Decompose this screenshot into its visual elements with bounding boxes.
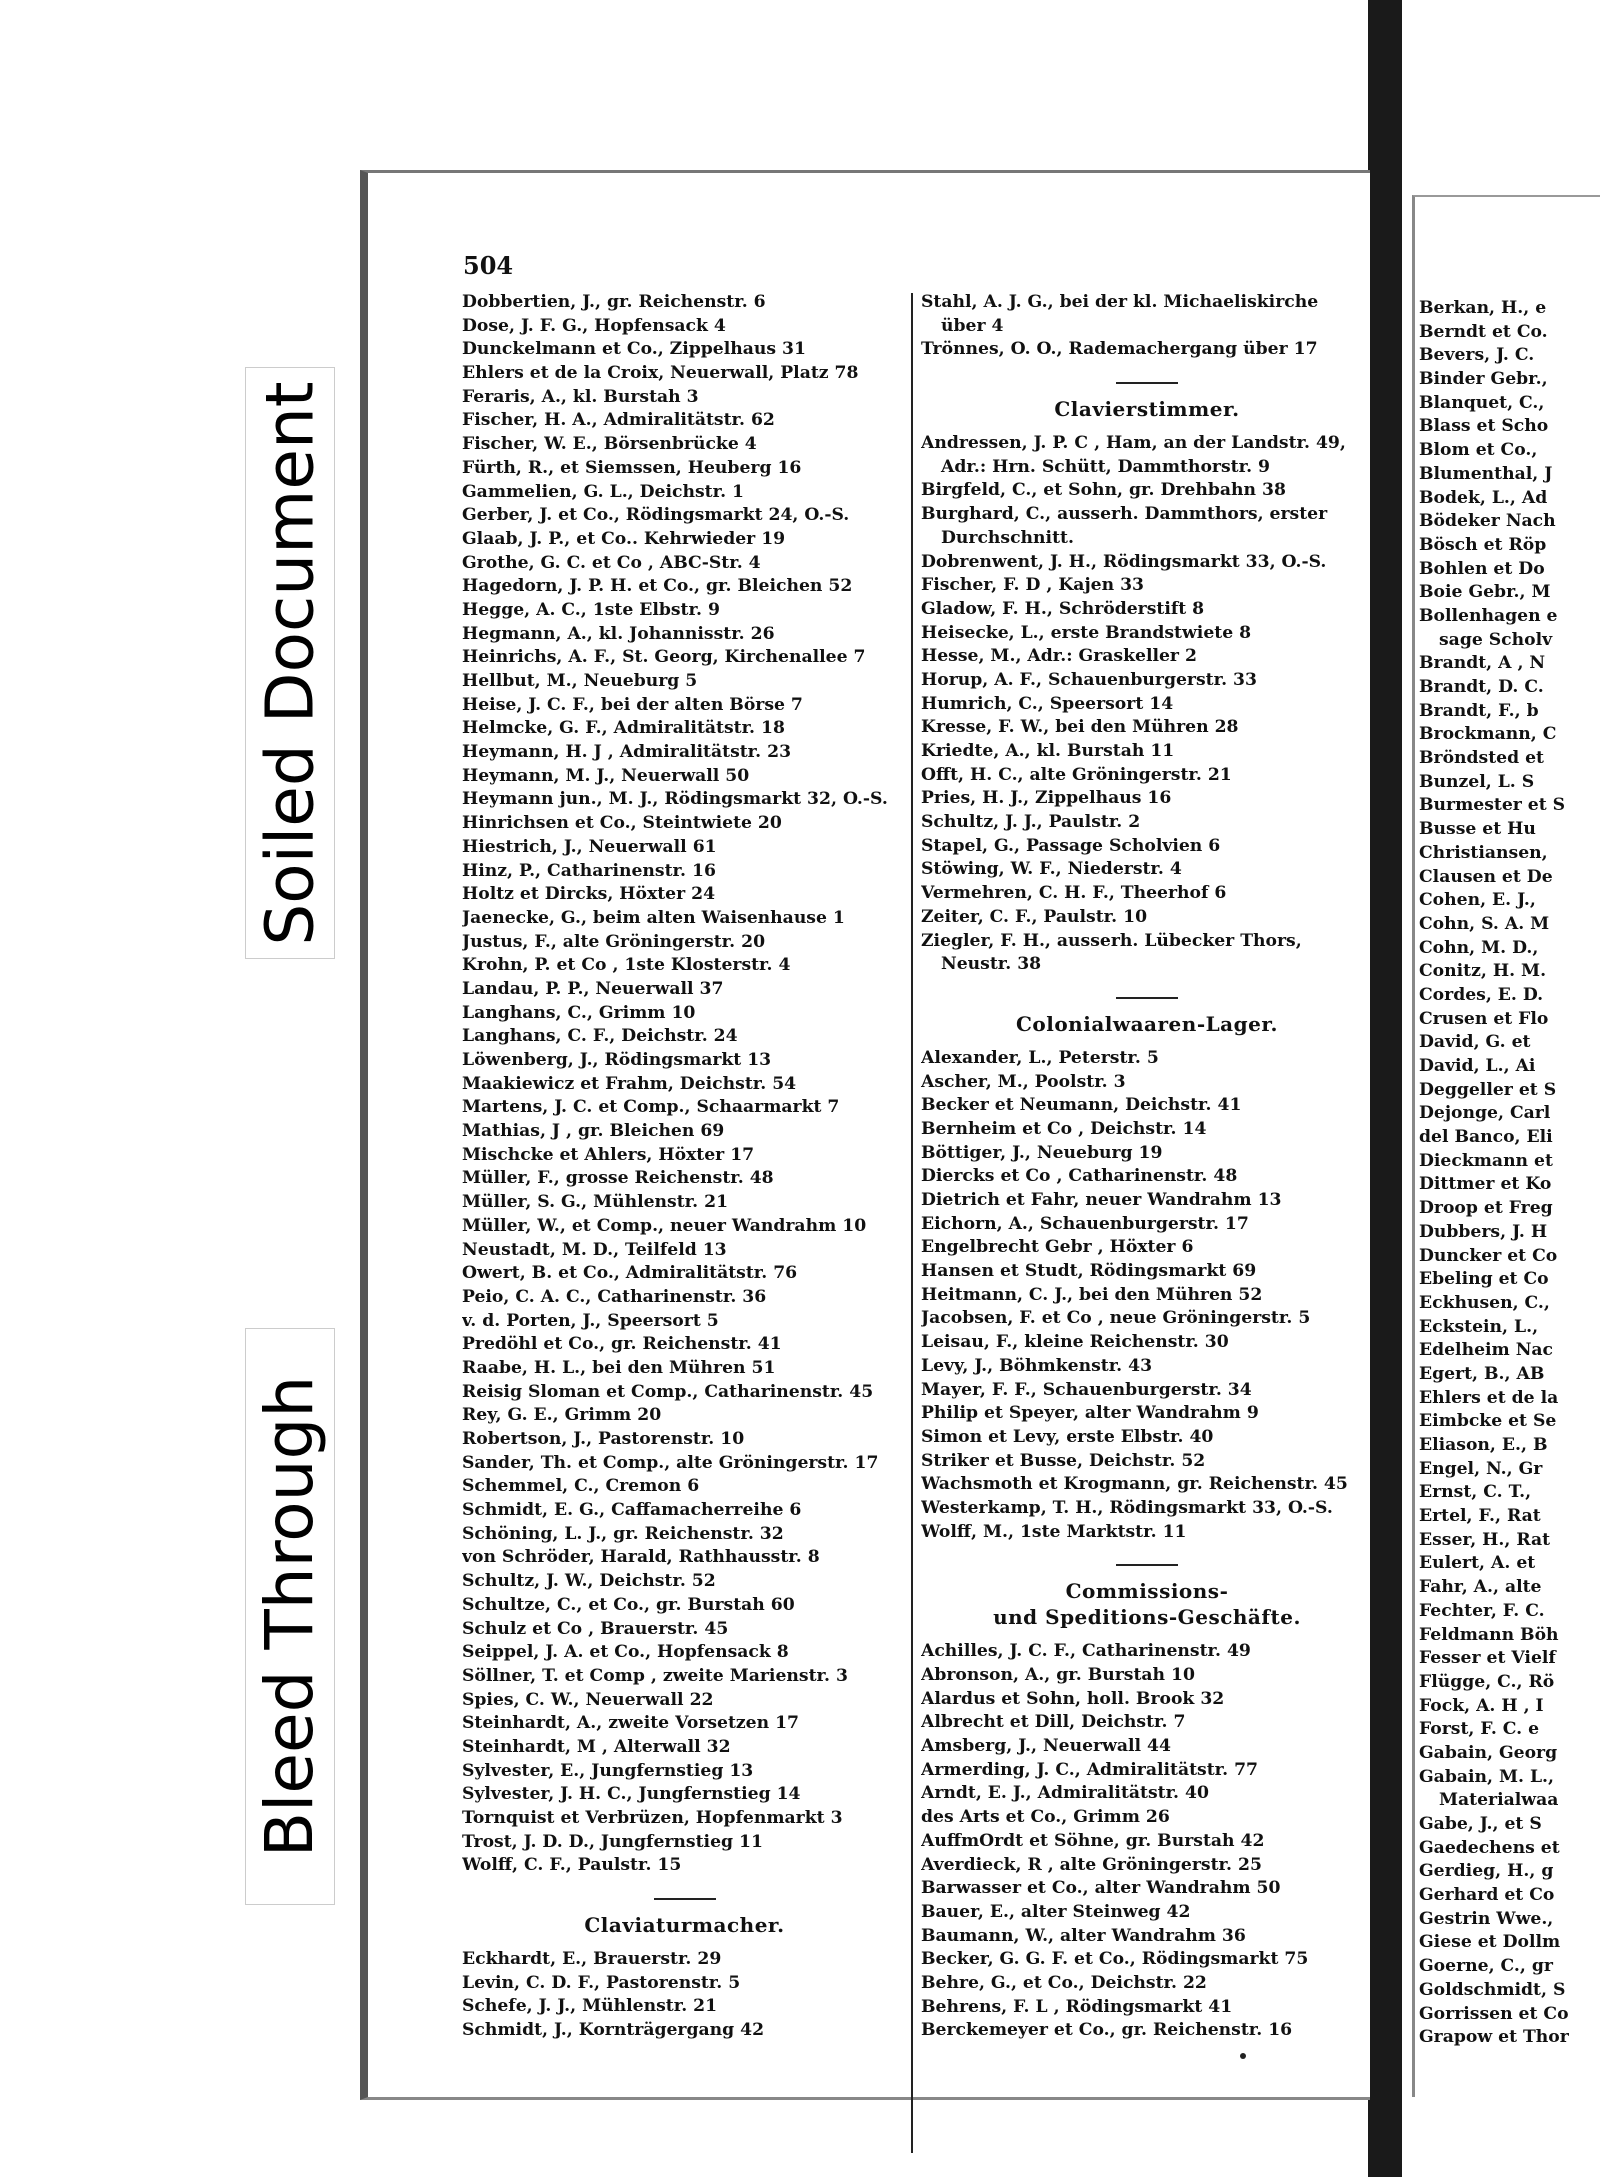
directory-entry: Gaedechens et: [1419, 1837, 1560, 1858]
directory-entry: Deggeller et S: [1419, 1079, 1557, 1100]
directory-entry: Westerkamp, T. H., Rödingsmarkt 33, O.-S.: [921, 1497, 1333, 1518]
directory-entry: Fahr, A., alte: [1419, 1577, 1542, 1598]
directory-entry: Brockmann, C: [1419, 724, 1557, 745]
directory-entry: Stahl, A. J. G., bei der kl. Michaeliskirche: [921, 292, 1319, 312]
directory-entry: Duncker et Co: [1419, 1245, 1558, 1266]
right-entry-list: [1419, 297, 1569, 2050]
directory-entry: über 4: [941, 315, 1004, 336]
directory-entry: Fischer, H. A., Admiralitätstr. 62: [462, 410, 775, 431]
directory-entry: Gerber, J. et Co., Rödingsmarkt 24, O.-S.: [462, 505, 850, 526]
directory-entry: sage Scholv: [1439, 629, 1553, 650]
directory-entry: Sylvester, E., Jungfernstieg 13: [462, 1760, 754, 1781]
directory-entry: Justus, F., alte Gröningerstr. 20: [462, 931, 766, 952]
section-rule: [1116, 382, 1178, 384]
directory-entry: Mathias, J , gr. Bleichen 69: [462, 1121, 725, 1142]
directory-entry: Durchschnitt.: [941, 527, 1074, 548]
directory-entry: Jacobsen, F. et Co , neue Gröningerstr. 5: [921, 1308, 1311, 1329]
directory-entry: Christiansen,: [1419, 842, 1548, 863]
section-heading-colonialwaaren: Colonialwaaren-Lager.: [1015, 1011, 1279, 1036]
directory-entry: Berndt et Co.: [1419, 321, 1548, 342]
column-divider: [911, 293, 913, 2153]
directory-entry: Dejonge, Carl: [1419, 1103, 1551, 1124]
directory-entry: Bösch et Röp: [1419, 534, 1547, 555]
directory-entry: Philip et Speyer, alter Wandrahm 9: [921, 1403, 1259, 1424]
directory-entry: Hegge, A. C., 1ste Elbstr. 9: [462, 599, 720, 620]
directory-entry: Eulert, A. et: [1419, 1553, 1536, 1574]
directory-entry: Heymann jun., M. J., Rödingsmarkt 32, O.-S.: [462, 789, 888, 810]
directory-entry: Predöhl et Co., gr. Reichenstr. 41: [462, 1334, 782, 1355]
directory-entry: Behre, G., et Co., Deichstr. 22: [921, 1972, 1207, 1993]
directory-entry: Horup, A. F., Schauenburgerstr. 33: [921, 669, 1257, 690]
directory-entry: Levin, C. D. F., Pastorenstr. 5: [462, 1972, 741, 1993]
directory-entry: Ascher, M., Poolstr. 3: [921, 1071, 1126, 1092]
directory-entry: Bollenhagen e: [1419, 605, 1558, 626]
directory-entry: Cohn, S. A. M: [1419, 913, 1550, 934]
section-rule: [654, 1898, 716, 1900]
directory-entry: Ertel, F., Rat: [1419, 1506, 1541, 1527]
directory-entry: Hegmann, A., kl. Johannisstr. 26: [462, 623, 775, 644]
directory-entry: Pries, H. J., Zippelhaus 16: [921, 788, 1172, 809]
commissions-list: [921, 1640, 1373, 2043]
directory-entry: Löwenberg, J., Rödingsmarkt 13: [462, 1050, 772, 1070]
directory-entry: Mischcke et Ahlers, Höxter 17: [462, 1144, 755, 1165]
directory-entry: Binder Gebr.,: [1419, 369, 1548, 390]
directory-entry: Hesse, M., Adr.: Graskeller 2: [921, 646, 1197, 667]
directory-entry: Bunzel, L. S: [1419, 771, 1535, 792]
directory-entry: Abronson, A., gr. Burstah 10: [921, 1665, 1195, 1685]
directory-entry: Fischer, F. D , Kajen 33: [921, 575, 1144, 596]
directory-entry: Brandt, A , N: [1419, 653, 1546, 674]
directory-entry: Baumann, W., alter Wandrahm 36: [921, 1925, 1246, 1946]
directory-entry: Burmester et S: [1419, 795, 1566, 816]
directory-entry: Krohn, P. et Co , 1ste Klosterstr. 4: [462, 955, 791, 976]
directory-entry: Giese et Dollm: [1419, 1932, 1561, 1953]
directory-entry: Bröndsted et: [1419, 748, 1544, 769]
directory-entry: Bohlen et Do: [1419, 558, 1545, 579]
directory-entry: Adr.: Hrn. Schütt, Dammthorstr. 9: [941, 456, 1271, 477]
directory-entry: Schöning, L. J., gr. Reichenstr. 32: [462, 1523, 784, 1544]
directory-entry: Hagedorn, J. P. H. et Co., gr. Bleichen 52: [462, 576, 853, 597]
directory-entry: Leisau, F., kleine Reichenstr. 30: [921, 1332, 1229, 1353]
directory-entry: Böttiger, J., Neueburg 19: [921, 1142, 1163, 1163]
directory-entry: Heinrichs, A. F., St. Georg, Kirchenallee 7: [462, 647, 866, 668]
directory-entry: Steinhardt, A., zweite Vorsetzen 17: [462, 1713, 800, 1734]
directory-entry: Dobbertien, J., gr. Reichenstr. 6: [462, 292, 766, 312]
directory-entry: Andressen, J. P. C , Ham, an der Landstr. 49,: [921, 433, 1346, 454]
directory-entry: Busse et Hu: [1419, 819, 1536, 840]
middle-column: [921, 291, 1373, 2043]
directory-entry: Eckhusen, C.,: [1419, 1292, 1550, 1313]
directory-entry: Schultze, C., et Co., gr. Burstah 60: [462, 1594, 795, 1615]
bleed-through-label-text: Bleed Through: [251, 1375, 329, 1858]
directory-entry: Landau, P. P., Neuerwall 37: [462, 978, 724, 999]
directory-entry: Bödeker Nach: [1419, 511, 1556, 532]
directory-entry: Goldschmidt, S: [1419, 1979, 1566, 2000]
directory-entry: Dieckmann et: [1419, 1150, 1553, 1171]
soiled-document-label: [245, 367, 335, 959]
directory-entry: Heitmann, C. J., bei den Mühren 52: [921, 1284, 1263, 1305]
directory-entry: Birgfeld, C., et Sohn, gr. Drehbahn 38: [921, 480, 1286, 501]
directory-entry: Wachsmoth et Krogmann, gr. Reichenstr. 45: [921, 1474, 1348, 1495]
directory-entry: Blass et Scho: [1419, 416, 1549, 437]
directory-entry: Fürth, R., et Siemssen, Heuberg 16: [462, 457, 802, 478]
directory-entry: Bodek, L., Ad: [1419, 487, 1548, 508]
directory-entry: Fechter, F. C.: [1419, 1600, 1545, 1621]
directory-entry: Feldmann Böh: [1419, 1624, 1559, 1645]
directory-entry: Arndt, E. J., Admiralitätstr. 40: [921, 1783, 1209, 1804]
directory-entry: del Banco, Eli: [1419, 1127, 1553, 1148]
directory-entry: Holtz et Dircks, Höxter 24: [462, 884, 716, 905]
directory-entry: Sylvester, J. H. C., Jungfernstieg 14: [462, 1784, 801, 1805]
directory-entry: David, G. et: [1419, 1032, 1531, 1053]
directory-entry: Jaenecke, G., beim alten Waisenhause 1: [462, 907, 845, 928]
directory-entry: Flügge, C., Rö: [1419, 1671, 1555, 1692]
directory-entry: Schulz et Co , Brauerstr. 45: [462, 1618, 729, 1639]
directory-entry: Amsberg, J., Neuerwall 44: [921, 1736, 1171, 1757]
directory-entry: Müller, F., grosse Reichenstr. 48: [462, 1168, 774, 1189]
directory-entry: Striker et Busse, Deichstr. 52: [921, 1450, 1206, 1471]
directory-entry: Martens, J. C. et Comp., Schaarmarkt 7: [462, 1097, 840, 1118]
directory-entry: Eckhardt, E., Brauerstr. 29: [462, 1949, 722, 1970]
directory-entry: Barwasser et Co., alter Wandrahm 50: [921, 1878, 1281, 1899]
directory-entry: Blanquet, C.,: [1419, 392, 1545, 413]
directory-entry: Fock, A. H , I: [1419, 1695, 1544, 1716]
section-heading-speditions: und Speditions-Geschäfte.: [993, 1605, 1301, 1630]
directory-entry: Heymann, H. J , Admiralitätstr. 23: [462, 742, 792, 763]
directory-entry: Conitz, H. M.: [1419, 961, 1547, 982]
directory-entry: Gabain, Georg: [1419, 1742, 1558, 1763]
directory-entry: Burghard, C., ausserh. Dammthors, erster: [921, 504, 1328, 525]
directory-entry: Schmidt, J., Kornträgergang 42: [462, 2020, 765, 2041]
directory-entry: Ernst, C. T.,: [1419, 1482, 1532, 1503]
directory-entry: Dittmer et Ko: [1419, 1174, 1552, 1195]
directory-entry: Bauer, E., alter Steinweg 42: [921, 1901, 1191, 1922]
directory-entry: Gestrin Wwe.,: [1419, 1908, 1554, 1929]
directory-entry: Ehlers et de la Croix, Neuerwall, Platz 78: [462, 363, 859, 384]
directory-entry: von Schröder, Harald, Rathhausstr. 8: [462, 1547, 820, 1568]
directory-entry: Müller, S. G., Mühlenstr. 21: [462, 1192, 729, 1213]
directory-entry: Gabain, M. L.,: [1419, 1766, 1555, 1787]
directory-entry: Brandt, F., b: [1419, 700, 1539, 721]
left-page: [360, 170, 1370, 2100]
directory-entry: Reisig Sloman et Comp., Catharinenstr. 45: [462, 1381, 874, 1402]
directory-entry: Raabe, H. L., bei den Mühren 51: [462, 1357, 776, 1378]
directory-entry: Schultz, J. J., Paulstr. 2: [921, 812, 1141, 833]
directory-entry: Becker et Neumann, Deichstr. 41: [921, 1095, 1242, 1116]
directory-entry: Gerhard et Co: [1419, 1885, 1555, 1906]
directory-entry: Goerne, C., gr: [1419, 1956, 1553, 1977]
directory-entry: Heisecke, L., erste Brandstwiete 8: [921, 622, 1252, 643]
directory-entry: Ebeling et Co: [1419, 1269, 1549, 1290]
directory-entry: Seippel, J. A. et Co., Hopfensack 8: [462, 1642, 789, 1663]
directory-entry: Owert, B. et Co., Admiralitätstr. 76: [462, 1263, 798, 1284]
bleed-through-label: [245, 1328, 335, 1905]
directory-entry: Brandt, D. C.: [1419, 677, 1544, 697]
directory-entry: Berckemeyer et Co., gr. Reichenstr. 16: [921, 2020, 1293, 2041]
directory-entry: Eimbcke et Se: [1419, 1411, 1557, 1432]
directory-entry: Ziegler, F. H., ausserh. Lübecker Thors,: [921, 930, 1302, 951]
directory-entry: Behrens, F. L , Rödingsmarkt 41: [921, 1996, 1233, 2017]
directory-entry: Vermehren, C. H. F., Theerhof 6: [921, 883, 1227, 904]
directory-entry: Spies, C. W., Neuerwall 22: [462, 1689, 714, 1710]
directory-entry: Humrich, C., Speersort 14: [921, 693, 1174, 714]
left-entry-list: [462, 291, 907, 1878]
directory-entry: Sander, Th. et Comp., alte Gröningerstr. 17: [462, 1452, 879, 1473]
directory-entry: David, L., Ai: [1419, 1056, 1536, 1076]
directory-entry: AuffmOrdt et Söhne, gr. Burstah 42: [921, 1830, 1265, 1851]
directory-entry: Ehlers et de la: [1419, 1387, 1559, 1408]
clavierstimmer-list: [921, 432, 1373, 977]
directory-entry: Bernheim et Co , Deichstr. 14: [921, 1118, 1207, 1139]
directory-entry: Hinrichsen et Co., Steintwiete 20: [462, 813, 782, 834]
directory-entry: Eichorn, A., Schauenburgerstr. 17: [921, 1213, 1249, 1234]
directory-entry: Maakiewicz et Frahm, Deichstr. 54: [462, 1073, 797, 1094]
directory-entry: Gerdieg, H., g: [1419, 1861, 1554, 1882]
directory-entry: Langhans, C. F., Deichstr. 24: [462, 1026, 738, 1047]
directory-entry: Blom et Co.,: [1419, 440, 1538, 461]
directory-entry: Helmcke, G. F., Admiralitätstr. 18: [462, 718, 785, 739]
directory-entry: Schemmel, C., Cremon 6: [462, 1476, 700, 1497]
colonialwaaren-list: [921, 1047, 1373, 1544]
ink-dot: [1240, 2053, 1246, 2059]
directory-entry: Crusen et Flo: [1419, 1008, 1549, 1029]
mid-top-list: [921, 291, 1373, 362]
directory-entry: Neustr. 38: [941, 954, 1042, 975]
directory-entry: Fesser et Vielf: [1419, 1648, 1556, 1669]
directory-entry: Becker, G. G. F. et Co., Rödingsmarkt 75: [921, 1949, 1309, 1970]
directory-entry: Alexander, L., Peterstr. 5: [921, 1047, 1159, 1068]
directory-entry: Kresse, F. W., bei den Mühren 28: [921, 717, 1239, 738]
directory-entry: Averdieck, R , alte Gröningerstr. 25: [921, 1854, 1262, 1875]
directory-entry: Dose, J. F. G., Hopfensack 4: [462, 315, 726, 336]
page-number: 504: [463, 251, 514, 280]
directory-entry: Forst, F. C. e: [1419, 1719, 1540, 1740]
directory-entry: Fischer, W. E., Börsenbrücke 4: [462, 434, 757, 455]
directory-entry: Dobrenwent, J. H., Rödingsmarkt 33, O.-S.: [921, 551, 1327, 572]
directory-entry: Heymann, M. J., Neuerwall 50: [462, 765, 750, 786]
directory-entry: Mayer, F. F., Schauenburgerstr. 34: [921, 1379, 1252, 1400]
directory-entry: Tornquist et Verbrüzen, Hopfenmarkt 3: [462, 1808, 843, 1828]
section-heading-claviaturmacher: Claviaturmacher.: [584, 1913, 785, 1938]
directory-entry: Stöwing, W. F., Niederstr. 4: [921, 859, 1182, 880]
directory-entry: des Arts et Co., Grimm 26: [921, 1807, 1170, 1828]
directory-entry: Hellbut, M., Neueburg 5: [462, 671, 698, 691]
directory-entry: Albrecht et Dill, Deichstr. 7: [921, 1712, 1186, 1733]
directory-entry: Wolff, C. F., Paulstr. 15: [462, 1855, 682, 1876]
directory-entry: Engelbrecht Gebr , Höxter 6: [921, 1237, 1194, 1258]
directory-entry: Clausen et De: [1419, 866, 1553, 887]
directory-entry: Kriedte, A., kl. Burstah 11: [921, 741, 1175, 761]
directory-entry: Schmidt, E. G., Caffamacherreihe 6: [462, 1500, 802, 1521]
directory-entry: Esser, H., Rat: [1419, 1529, 1551, 1550]
directory-entry: Cordes, E. D.: [1419, 984, 1544, 1005]
directory-entry: Gammelien, G. L., Deichstr. 1: [462, 481, 744, 502]
directory-entry: Berkan, H., e: [1419, 298, 1547, 318]
directory-entry: Bevers, J. C.: [1419, 345, 1535, 366]
directory-entry: Stapel, G., Passage Scholvien 6: [921, 835, 1221, 856]
directory-entry: Engel, N., Gr: [1419, 1458, 1543, 1479]
directory-entry: Diercks et Co , Catharinenstr. 48: [921, 1166, 1238, 1187]
directory-entry: Alardus et Sohn, holl. Brook 32: [921, 1688, 1225, 1709]
claviaturmacher-list: [462, 1948, 907, 2043]
directory-entry: Armerding, J. C., Admiralitätstr. 77: [921, 1759, 1259, 1780]
section-rule: [1116, 1564, 1178, 1566]
directory-entry: Glaab, J. P., et Co.. Kehrwieder 19: [462, 528, 786, 549]
section-heading-commissions: Commissions-: [1065, 1579, 1229, 1604]
directory-entry: Eckstein, L.,: [1419, 1316, 1539, 1337]
directory-entry: Boie Gebr., M: [1419, 582, 1551, 603]
directory-entry: Grothe, G. C. et Co , ABC-Str. 4: [462, 552, 761, 573]
directory-entry: Heise, J. C. F., bei der alten Börse 7: [462, 694, 803, 715]
directory-entry: Levy, J., Böhmkenstr. 43: [921, 1355, 1153, 1376]
section-heading-clavierstimmer: Clavierstimmer.: [1054, 397, 1240, 422]
directory-entry: Cohn, M. D.,: [1419, 937, 1539, 958]
directory-entry: Neustadt, M. D., Teilfeld 13: [462, 1239, 727, 1260]
directory-entry: Droop et Freg: [1419, 1198, 1553, 1219]
directory-entry: Dietrich et Fahr, neuer Wandrahm 13: [921, 1190, 1282, 1210]
directory-entry: Achilles, J. C. F., Catharinenstr. 49: [921, 1641, 1251, 1662]
directory-entry: Hiestrich, J., Neuerwall 61: [462, 836, 717, 857]
directory-entry: Gorrissen et Co: [1419, 2003, 1569, 2024]
directory-entry: Zeiter, C. F., Paulstr. 10: [921, 906, 1148, 927]
directory-entry: Trönnes, O. O., Rademachergang über 17: [921, 339, 1318, 360]
directory-entry: Offt, H. C., alte Gröningerstr. 21: [921, 764, 1232, 785]
directory-entry: Schefe, J. J., Mühlenstr. 21: [462, 1996, 718, 2017]
directory-entry: Gabe, J., et S: [1419, 1814, 1542, 1834]
directory-entry: Hansen et Studt, Rödingsmarkt 69: [921, 1261, 1257, 1282]
directory-entry: Dubbers, J. H: [1419, 1221, 1548, 1242]
directory-entry: Trost, J. D. D., Jungfernstieg 11: [462, 1831, 763, 1852]
directory-entry: Materialwaa: [1439, 1790, 1559, 1811]
directory-entry: Müller, W., et Comp., neuer Wandrahm 10: [462, 1215, 867, 1236]
right-page-fragment: [1412, 195, 1600, 2097]
directory-entry: Peio, C. A. C., Catharinenstr. 36: [462, 1286, 767, 1307]
directory-entry: Söllner, T. et Comp , zweite Marienstr. 3: [462, 1665, 848, 1686]
directory-entry: Gladow, F. H., Schröderstift 8: [921, 598, 1205, 619]
directory-entry: Robertson, J., Pastorenstr. 10: [462, 1429, 745, 1449]
directory-entry: Egert, B., AB: [1419, 1363, 1545, 1384]
directory-entry: Steinhardt, M , Alterwall 32: [462, 1736, 731, 1757]
directory-entry: Simon et Levy, erste Elbstr. 40: [921, 1426, 1214, 1447]
section-rule: [1116, 997, 1178, 999]
directory-entry: v. d. Porten, J., Speersort 5: [462, 1310, 719, 1331]
directory-entry: Rey, G. E., Grimm 20: [462, 1405, 662, 1426]
left-column: [462, 291, 907, 2043]
directory-entry: Langhans, C., Grimm 10: [462, 1002, 696, 1023]
soiled-document-label-text: Soiled Document: [251, 380, 329, 946]
directory-entry: Edelheim Nac: [1419, 1340, 1554, 1361]
directory-entry: Cohen, E. J.,: [1419, 890, 1536, 911]
directory-entry: Wolff, M., 1ste Marktstr. 11: [921, 1521, 1187, 1542]
directory-entry: Eliason, E., B: [1419, 1435, 1548, 1455]
directory-entry: Grapow et Thor: [1419, 2027, 1569, 2048]
book-spine: [1368, 0, 1402, 2177]
directory-entry: Schultz, J. W., Deichstr. 52: [462, 1571, 716, 1592]
directory-entry: Dunckelmann et Co., Zippelhaus 31: [462, 339, 806, 360]
directory-entry: Blumenthal, J: [1419, 463, 1553, 484]
directory-entry: Hinz, P., Catharinenstr. 16: [462, 860, 716, 881]
directory-entry: Feraris, A., kl. Burstah 3: [462, 386, 699, 407]
